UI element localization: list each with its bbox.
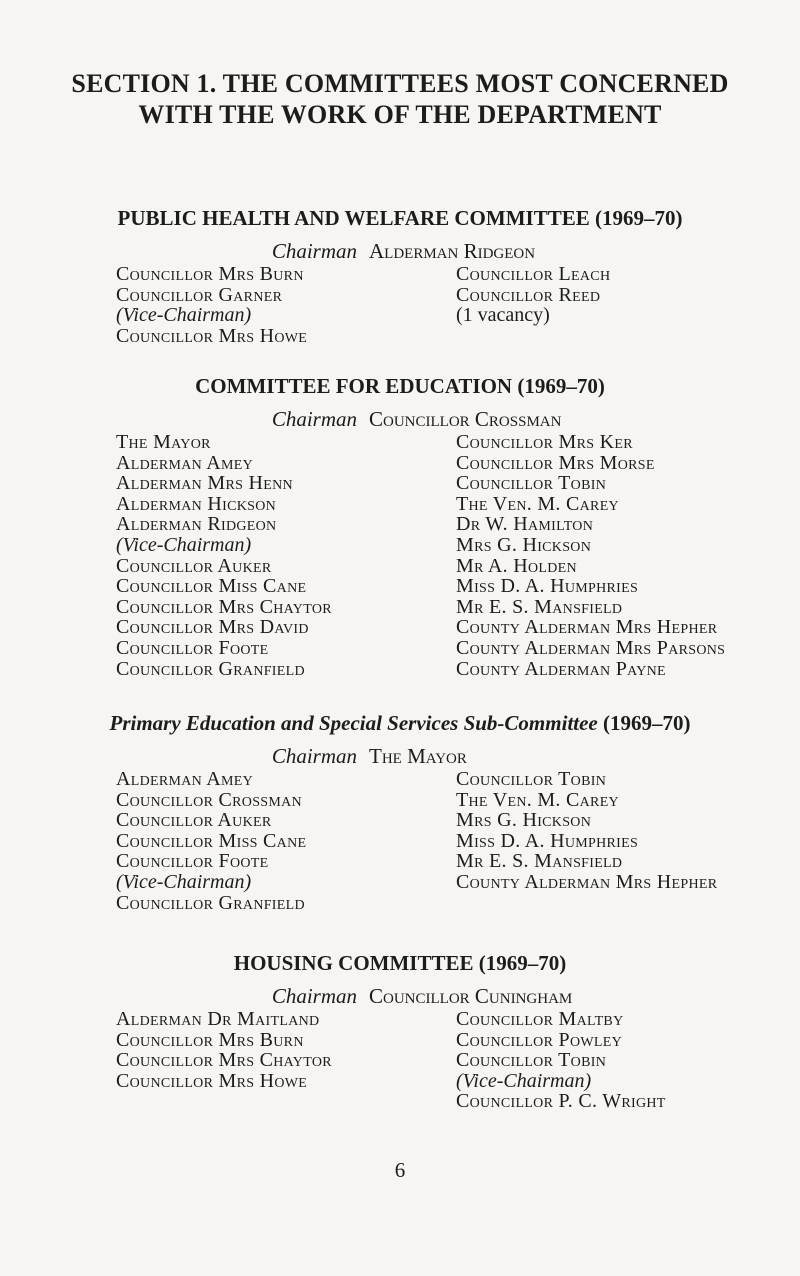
members-right (456, 264, 610, 326)
member: Councillor Mrs Burn (116, 263, 304, 285)
member: Mr A. Holden (456, 554, 577, 577)
member: Alderman Mrs Henn (116, 472, 293, 495)
members-left (116, 1009, 332, 1091)
member: Councillor Granfield (116, 891, 305, 914)
member: Councillor Mrs Howe (116, 324, 308, 347)
member: Councillor Tobin (456, 472, 607, 495)
members-right (456, 769, 717, 893)
members-left (116, 264, 307, 346)
chair-name: Alderman Ridgeon (369, 239, 536, 263)
member: Alderman Hickson (116, 492, 277, 515)
subcommittee-title-years: (1969–70) (603, 711, 691, 735)
member: County Alderman Mrs Parsons (456, 636, 726, 659)
member: Councillor Foote (116, 636, 269, 659)
member: The Mayor (116, 431, 211, 453)
members-left (116, 432, 332, 679)
member: Councillor Mrs David (116, 616, 309, 639)
chair-label: Chairman (271, 744, 357, 768)
member: Councillor Miss Cane (116, 829, 307, 852)
vice-chairman-note: (Vice-Chairman) (456, 1069, 592, 1092)
member: County Alderman Payne (456, 657, 666, 680)
member: Councillor Mrs Howe (116, 1069, 308, 1092)
member: Councillor Leach (456, 263, 611, 285)
member: Alderman Amey (116, 451, 254, 474)
member: Councillor Reed (456, 283, 601, 306)
member: Miss D. A. Humphries (456, 829, 639, 852)
chair-row (0, 239, 800, 264)
member: Councillor Maltby (456, 1008, 624, 1030)
member: Councillor Auker (116, 554, 272, 577)
member: Councillor Mrs Morse (456, 451, 655, 474)
member: Councillor Mrs Chaytor (116, 1049, 332, 1072)
members-right (456, 432, 725, 679)
member: Mrs G. Hickson (456, 809, 592, 832)
member: Councillor Powley (456, 1028, 622, 1051)
member: Councillor Auker (116, 809, 272, 832)
member: County Alderman Mrs Hepher (456, 616, 718, 639)
chair-row (0, 744, 800, 769)
members-right (456, 1009, 666, 1112)
committee-education (0, 373, 800, 680)
member: Councillor Mrs Chaytor (116, 595, 332, 618)
committee-title: COMMITTEE FOR EDUCATION (1969–70) (195, 374, 605, 398)
chair-name: Councillor Crossman (369, 407, 562, 431)
member: Councillor Tobin (456, 1049, 607, 1072)
member: The Ven. M. Carey (456, 492, 619, 515)
member: Councillor Granfield (116, 657, 305, 680)
vacancy-note: (1 vacancy) (456, 304, 550, 327)
member: Councillor Crossman (116, 788, 302, 811)
vice-chairman-note: (Vice-Chairman) (116, 870, 252, 893)
committee-housing (0, 950, 800, 1113)
member: Councillor Foote (116, 850, 269, 873)
subcommittee-primary-education (0, 710, 800, 914)
member: Councillor Mrs Burn (116, 1028, 304, 1051)
vice-chairman-note: (Vice-Chairman) (116, 304, 252, 327)
chair-label: Chairman (271, 984, 357, 1008)
chair-label: Chairman (271, 407, 357, 431)
member: Councillor Tobin (456, 768, 607, 790)
member: The Ven. M. Carey (456, 788, 619, 811)
member: Councillor P. C. Wright (456, 1090, 666, 1113)
chair-name: Councillor Cuningham (369, 984, 573, 1008)
member: Alderman Dr Maitland (116, 1008, 320, 1030)
member: Miss D. A. Humphries (456, 575, 639, 598)
committee-public-health (0, 205, 800, 347)
vice-chairman-note: (Vice-Chairman) (116, 533, 252, 556)
page-number: 6 (394, 1158, 406, 1182)
chair-row (0, 984, 800, 1009)
member: Councillor Mrs Ker (456, 431, 633, 453)
member: Mrs G. Hickson (456, 533, 592, 556)
subcommittee-title-italic: Primary Education and Special Services Sub-Committee (109, 711, 598, 735)
members-left (116, 769, 306, 913)
chair-label: Chairman (271, 239, 357, 263)
member: Alderman Amey (116, 768, 254, 790)
committee-title (0, 710, 800, 736)
member: Dr W. Hamilton (456, 513, 594, 536)
committee-title: PUBLIC HEALTH AND WELFARE COMMITTEE (1969–70) (117, 206, 683, 230)
member: Mr E. S. Mansfield (456, 595, 623, 618)
chair-row (0, 407, 800, 432)
member: Councillor Miss Cane (116, 575, 307, 598)
member: County Alderman Mrs Hepher (456, 870, 718, 893)
section-title: SECTION 1. THE COMMITTEES MOST CONCERNED WITH THE WORK OF THE DEPARTMENT (71, 69, 729, 129)
member: Mr E. S. Mansfield (456, 850, 623, 873)
member: Alderman Ridgeon (116, 513, 277, 536)
chair-name: The Mayor (369, 744, 467, 768)
committee-title: HOUSING COMMITTEE (1969–70) (233, 951, 567, 975)
member: Councillor Garner (116, 283, 283, 306)
